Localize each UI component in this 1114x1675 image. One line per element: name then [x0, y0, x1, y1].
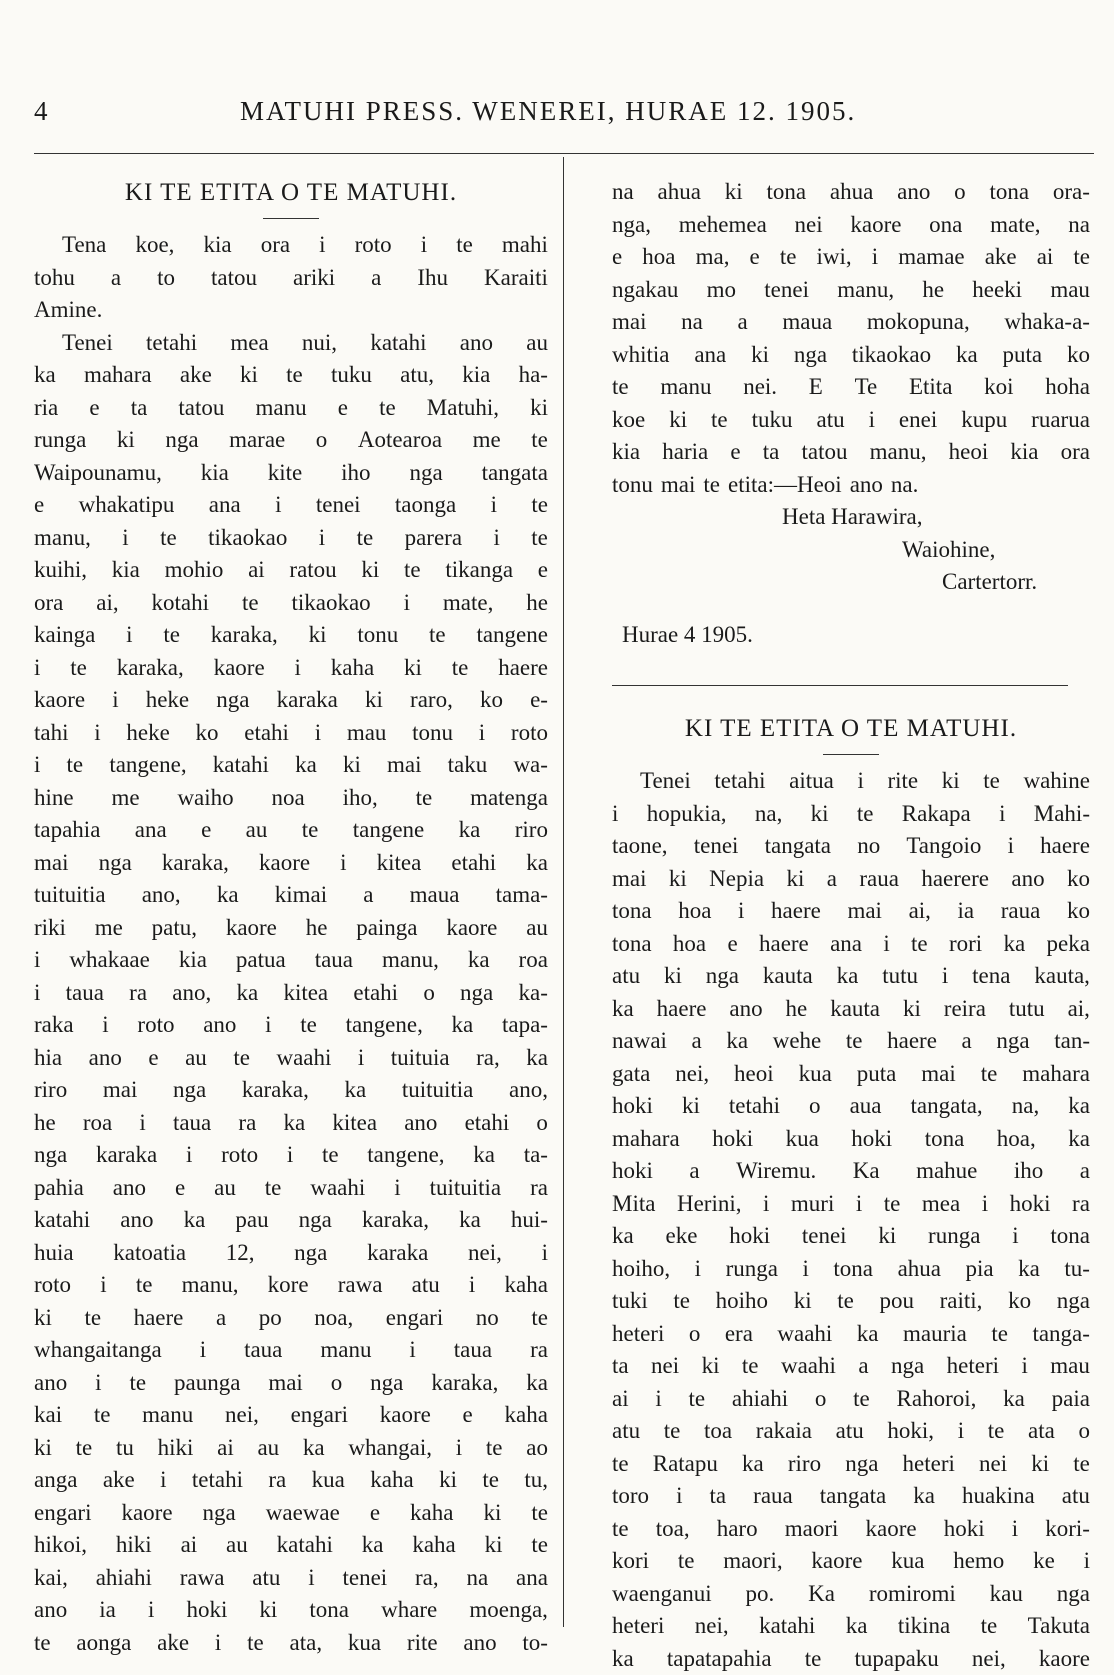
- text-line: tahi i heke ko etahi i mau tonu i roto: [34, 717, 548, 750]
- right-article: [612, 712, 1090, 1675]
- running-head: [0, 96, 1114, 136]
- text-line: kai te manu nei, engari kaore e kaha: [34, 1399, 548, 1432]
- text-line: i hopukia, na, ki te Rakapa i Mahi-: [612, 798, 1090, 831]
- text-line: katahi ano ka pau nga karaka, ka hui-: [34, 1204, 548, 1237]
- text-line: kia haria e ta tatou manu, heoi kia ora: [612, 436, 1090, 469]
- text-line: hoki ki tetahi o aua tangata, na, ka: [612, 1090, 1090, 1123]
- text-line: te toa, haro maori kaore hoki i kori-: [612, 1513, 1090, 1546]
- text-line: tona hoa e haere ana i te rori ka peka: [612, 928, 1090, 961]
- text-line: ka eke hoki tenei ki runga i tona: [612, 1220, 1090, 1253]
- text-line: ngakau mo tenei manu, he heeki mau: [612, 274, 1090, 307]
- text-line: tonu mai te etita:—Heoi ano na.: [612, 469, 1090, 502]
- text-line: tuituitia ano, ka kimai a maua tama-: [34, 879, 548, 912]
- text-line: mahara hoki kua hoki tona hoa, ka: [612, 1123, 1090, 1156]
- text-line: hoiho, i runga i tona ahua pia ka tu-: [612, 1253, 1090, 1286]
- text-line: ka tapatapahia te tupapaku nei, kaore: [612, 1643, 1090, 1675]
- text-line: Waipounamu, kia kite iho nga tangata: [34, 457, 548, 490]
- text-line: atu ki nga kauta ka tutu i tena kauta,: [612, 960, 1090, 993]
- left-column: [34, 176, 548, 1659]
- text-line: atu te toa rakaia atu hoki, i te ata o: [612, 1415, 1090, 1448]
- right-article-continuation: [612, 176, 1090, 501]
- newspaper-header-title: MATUHI PRESS. WENEREI, HURAE 12. 1905.: [240, 96, 856, 127]
- text-line: riro mai nga karaka, ka tuituitia ano,: [34, 1074, 548, 1107]
- text-line: ai i te ahiahi o te Rahoroi, ka paia: [612, 1383, 1090, 1416]
- text-line: tohu a to tatou ariki a Ihu Karaiti: [34, 262, 548, 295]
- text-line: nawai a ka wehe te haere a nga tan-: [612, 1025, 1090, 1058]
- left-article-body: [34, 229, 548, 1659]
- text-line: nga karaka i roto i te tangene, ka ta-: [34, 1139, 548, 1172]
- text-line: Tenei tetahi mea nui, katahi ano au: [34, 327, 548, 360]
- text-line: na ahua ki tona ahua ano o tona ora-: [612, 176, 1090, 209]
- text-line: kai, ahiahi rawa atu i tenei ra, na ana: [34, 1562, 548, 1595]
- text-line: waenganui po. Ka romiromi kau nga: [612, 1578, 1090, 1611]
- text-line: gata nei, heoi kua puta mai te mahara: [612, 1058, 1090, 1091]
- text-line: pahia ano e au te waahi i tuituitia ra: [34, 1172, 548, 1205]
- text-line: hoki a Wiremu. Ka mahue iho a: [612, 1155, 1090, 1188]
- text-line: kuihi, kia mohio ai ratou ki te tikanga e: [34, 554, 548, 587]
- text-line: ano i te paunga mai o nga karaka, ka: [34, 1367, 548, 1400]
- text-line: nga, mehemea nei kaore ona mate, na: [612, 209, 1090, 242]
- text-line: i te tangene, katahi ka ki mai taku wa-: [34, 749, 548, 782]
- text-line: Amine.: [34, 294, 548, 327]
- text-line: roto i te manu, kore rawa atu i kaha: [34, 1269, 548, 1302]
- signature-name: Heta Harawira,: [612, 501, 1090, 534]
- text-line: i whakaae kia patua taua manu, ka roa: [34, 944, 548, 977]
- text-line: ka mahara ake ki te tuku atu, kia ha-: [34, 359, 548, 392]
- text-line: Tenei tetahi aitua i rite ki te wahine: [612, 765, 1090, 798]
- text-line: tapahia ana e au te tangene ka riro: [34, 814, 548, 847]
- text-line: manu, i te tikaokao i te parera i te: [34, 522, 548, 555]
- text-line: kainga i te karaka, ki tonu te tangene: [34, 619, 548, 652]
- text-line: ora ai, kotahi te tikaokao i mate, he: [34, 587, 548, 620]
- section-rule: [612, 685, 1068, 686]
- text-line: hine me waiho noa iho, te matenga: [34, 782, 548, 815]
- text-line: anga ake i tetahi ra kua kaha ki te tu,: [34, 1464, 548, 1497]
- text-line: i taua ra ano, ka kitea etahi o nga ka-: [34, 977, 548, 1010]
- text-line: kaore i heke nga karaka ki raro, ko e-: [34, 684, 548, 717]
- right-article-title: KI TE ETITA O TE MATUHI.: [612, 712, 1090, 746]
- text-line: he roa i taua ra ka kitea ano etahi o: [34, 1107, 548, 1140]
- text-line: engari kaore nga waewae e kaha ki te: [34, 1497, 548, 1530]
- text-line: e hoa ma, e te iwi, i mamae ake ai te: [612, 241, 1090, 274]
- text-line: taone, tenei tangata no Tangoio i haere: [612, 830, 1090, 863]
- text-line: runga ki nga marae o Aotearoa me te: [34, 424, 548, 457]
- text-line: e whakatipu ana i tenei taonga i te: [34, 489, 548, 522]
- text-line: toro i ta raua tangata ka huakina atu: [612, 1480, 1090, 1513]
- text-line: ki te tu hiki ai au ka whangai, i te ao: [34, 1432, 548, 1465]
- signature-town: Cartertorr.: [612, 566, 1090, 599]
- text-line: i te karaka, kaore i kaha ki te haere: [34, 652, 548, 685]
- text-line: kori te maori, kaore kua hemo ke i: [612, 1545, 1090, 1578]
- text-line: koe ki te tuku atu i enei kupu ruarua: [612, 404, 1090, 437]
- text-line: ria e ta tatou manu e te Matuhi, ki: [34, 392, 548, 425]
- text-line: whangaitanga i taua manu i taua ra: [34, 1334, 548, 1367]
- text-line: ki te haere a po noa, engari no te: [34, 1302, 548, 1335]
- text-line: mai nga karaka, kaore i kitea etahi ka: [34, 847, 548, 880]
- text-line: tuki te hoiho ki te pou raiti, ko nga: [612, 1285, 1090, 1318]
- signature-place: Waiohine,: [612, 534, 1090, 567]
- text-line: ka haere ano he kauta ki reira tutu ai,: [612, 993, 1090, 1026]
- text-line: riki me patu, kaore he painga kaore au: [34, 912, 548, 945]
- text-line: te aonga ake i te ata, kua rite ano to-: [34, 1627, 548, 1660]
- text-line: huia katoatia 12, nga karaka nei, i: [34, 1237, 548, 1270]
- text-line: heteri o era waahi ka mauria te tanga-: [612, 1318, 1090, 1351]
- text-line: mai ki Nepia ki a raua haerere ano ko: [612, 863, 1090, 896]
- header-rule: [34, 153, 1094, 154]
- text-line: Mita Herini, i muri i te mea i hoki ra: [612, 1188, 1090, 1221]
- text-line: mai na a maua mokopuna, whaka-a-: [612, 306, 1090, 339]
- letter-date: Hurae 4 1905.: [612, 619, 1090, 652]
- text-line: hia ano e au te waahi i tuituia ra, ka: [34, 1042, 548, 1075]
- left-article-title: KI TE ETITA O TE MATUHI.: [34, 176, 548, 210]
- text-line: hikoi, hiki ai au katahi ka kaha ki te: [34, 1529, 548, 1562]
- title-rule: [823, 754, 879, 755]
- text-line: raka i roto ano i te tangene, ka tapa-: [34, 1009, 548, 1042]
- text-line: whitia ana ki nga tikaokao ka puta ko: [612, 339, 1090, 372]
- text-line: tona hoa i haere mai ai, ia raua ko: [612, 895, 1090, 928]
- page-number: 4: [34, 96, 48, 127]
- right-column: [612, 176, 1090, 1675]
- title-rule: [263, 218, 319, 219]
- column-divider: [563, 157, 564, 1627]
- text-line: ano ia i hoki ki tona whare moenga,: [34, 1594, 548, 1627]
- text-line: ta nei ki te waahi a nga heteri i mau: [612, 1350, 1090, 1383]
- text-line: heteri nei, katahi ka tikina te Takuta: [612, 1610, 1090, 1643]
- right-article-body: [612, 765, 1090, 1675]
- text-line: te manu nei. E Te Etita koi hoha: [612, 371, 1090, 404]
- text-line: Tena koe, kia ora i roto i te mahi: [34, 229, 548, 262]
- text-line: te Ratapu ka riro nga heteri nei ki te: [612, 1448, 1090, 1481]
